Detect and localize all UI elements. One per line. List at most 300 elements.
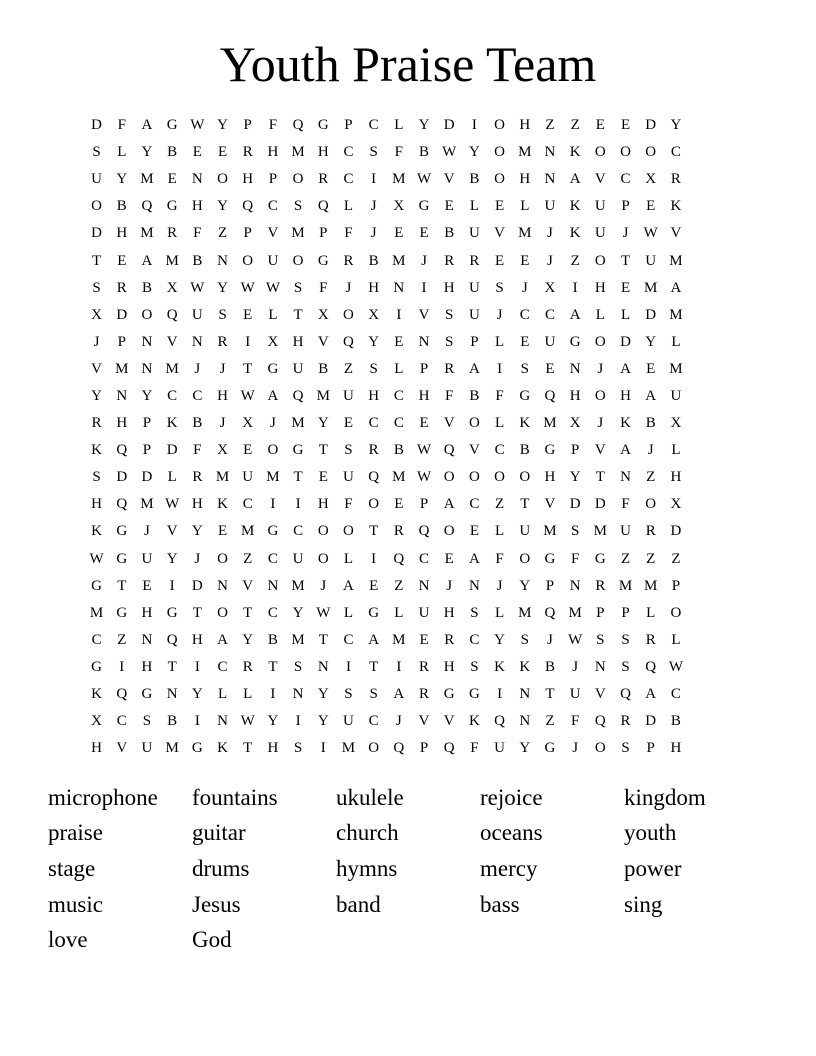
grid-letter: M [392,171,406,188]
word-list-item: stage [48,855,96,881]
grid-letter: H [191,631,203,648]
grid-letter: H [519,117,531,134]
grid-letter: K [91,686,103,703]
grid-letter: Q [242,198,254,215]
word-list-item: microphone [48,784,158,810]
word-list [48,780,768,958]
grid-letter: O [468,415,480,432]
grid-letter: J [93,333,100,350]
grid-letter: G [292,442,304,459]
grid-letter: W [416,171,432,188]
grid-letter: Z [495,496,505,513]
grid-letter: T [318,442,328,459]
grid-letter: A [217,631,228,648]
grid-letter: T [369,658,379,675]
grid-letter: X [569,415,581,432]
grid-letter: Y [191,686,203,703]
grid-letter: Y [368,333,380,350]
grid-letter: U [494,740,506,757]
grid-letter: B [519,442,530,459]
grid-letter: S [293,279,303,296]
grid-letter: G [468,686,480,703]
grid-letter: Q [594,713,606,730]
word-list-item: sing [624,891,663,917]
grid-letter: F [394,144,404,161]
grid-letter: V [594,171,606,188]
grid-letter: Q [166,306,178,323]
grid-letter: M [669,360,683,377]
grid-letter: L [495,333,505,350]
letter-grid [84,112,732,762]
grid-letter: C [293,523,304,540]
grid-letter: U [267,252,279,269]
grid-letter: F [495,387,504,404]
grid-letter: G [166,198,178,215]
grid-letter: D [116,306,128,323]
grid-letter: U [91,171,103,188]
grid-letter: K [569,198,581,215]
grid-letter: M [392,252,406,269]
grid-letter: E [192,144,202,161]
grid-letter: M [140,225,154,242]
grid-letter: J [622,225,629,242]
grid-letter: R [444,360,455,377]
grid-letter: I [270,496,276,513]
grid-letter: M [518,225,532,242]
grid-letter: I [345,658,351,675]
grid-letter: N [594,658,606,675]
grid-row [84,627,732,654]
grid-letter: M [644,577,658,594]
grid-letter: R [469,252,480,269]
grid-letter: H [191,198,203,215]
grid-row [84,546,732,573]
grid-letter: C [343,631,354,648]
grid-row [84,329,732,356]
grid-letter: M [291,144,305,161]
grid-letter: B [167,713,178,730]
grid-letter: O [494,144,506,161]
grid-letter: Y [91,387,103,404]
grid-letter: O [317,550,329,567]
grid-letter: E [243,442,253,459]
grid-letter: M [518,144,532,161]
grid-letter: R [242,658,253,675]
grid-letter: F [621,496,630,513]
grid-letter: V [594,442,606,459]
grid-letter: Z [671,550,681,567]
grid-letter: N [544,171,556,188]
grid-letter: I [270,686,276,703]
grid-letter: R [116,279,127,296]
grid-letter: N [141,631,153,648]
grid-letter: V [443,415,455,432]
grid-letter: Q [166,631,178,648]
grid-letter: J [320,577,327,594]
grid-letter: A [645,686,657,703]
grid-letter: W [416,469,432,486]
grid-letter: E [620,279,631,296]
grid-letter: V [670,225,682,242]
grid-letter: T [167,658,177,675]
grid-letter: C [343,144,354,161]
grid-letter: S [369,360,378,377]
grid-letter: M [89,604,104,621]
grid-letter: Y [645,333,657,350]
grid-letter: V [468,442,480,459]
grid-letter: S [596,631,605,648]
grid-letter: B [192,252,203,269]
grid-letter: N [166,686,178,703]
grid-letter: D [670,523,682,540]
grid-letter: O [217,604,228,621]
grid-letter: C [419,550,430,567]
word-row [48,922,768,958]
grid-row [84,302,732,329]
grid-letter: L [469,198,479,215]
grid-letter: S [520,631,529,648]
grid-letter: V [116,740,128,757]
grid-letter: E [142,577,152,594]
grid-letter: C [267,604,278,621]
grid-letter: K [494,658,506,675]
grid-letter: N [418,333,430,350]
grid-letter: D [594,496,606,513]
grid-letter: Y [217,117,228,134]
grid-letter: H [317,144,329,161]
grid-letter: M [518,604,532,621]
grid-letter: E [520,333,530,350]
grid-letter: P [419,496,429,513]
grid-letter: R [217,333,228,350]
grid-letter: J [194,360,201,377]
word-list-item: mercy [480,855,538,881]
grid-letter: J [269,415,276,432]
word-list-item: bass [480,891,520,917]
grid-letter: R [419,658,430,675]
grid-letter: S [344,442,353,459]
grid-letter: B [368,252,379,269]
grid-letter: O [468,469,480,486]
grid-letter: N [217,713,228,730]
grid-letter: E [318,469,328,486]
grid-letter: S [293,740,303,757]
grid-letter: Z [545,713,555,730]
grid-row [84,600,732,627]
grid-letter: B [469,171,480,188]
grid-letter: U [594,225,606,242]
grid-letter: M [241,523,255,540]
grid-letter: X [267,333,279,350]
grid-letter: O [91,198,103,215]
grid-letter: Q [620,686,631,703]
grid-letter: H [116,415,128,432]
grid-letter: C [393,387,404,404]
grid-letter: R [242,144,253,161]
grid-letter: E [469,523,479,540]
grid-letter: N [191,333,203,350]
grid-letter: I [471,117,477,134]
grid-letter: T [243,604,253,621]
grid-letter: X [368,306,380,323]
grid-letter: I [194,713,200,730]
grid-letter: N [519,686,531,703]
grid-letter: E [620,117,631,134]
grid-letter: D [141,469,153,486]
grid-letter: P [646,740,655,757]
grid-letter: M [543,523,557,540]
grid-letter: V [443,713,455,730]
grid-letter: C [91,631,102,648]
grid-letter: L [595,306,605,323]
grid-letter: Y [292,604,304,621]
grid-letter: V [494,225,506,242]
grid-letter: G [519,387,531,404]
grid-letter: Q [645,658,657,675]
grid-letter: R [645,523,656,540]
grid-letter: I [497,360,503,377]
grid-letter: V [267,225,279,242]
grid-letter: W [265,279,280,296]
grid-letter: C [343,171,354,188]
grid-letter: V [317,333,329,350]
grid-letter: B [670,713,681,730]
grid-letter: Z [243,550,253,567]
grid-letter: U [292,360,304,377]
grid-letter: O [645,496,657,513]
grid-letter: N [292,686,304,703]
grid-letter: G [141,686,153,703]
grid-letter: N [217,252,228,269]
grid-letter: Z [217,225,228,242]
grid-letter: S [92,279,101,296]
grid-letter: Q [494,713,506,730]
grid-letter: Y [141,144,153,161]
grid-letter: L [268,306,278,323]
grid-letter: M [392,631,406,648]
grid-letter: X [91,713,103,730]
grid-letter: C [469,496,480,513]
grid-letter: W [240,713,255,730]
grid-letter: O [494,469,506,486]
grid-letter: N [620,469,631,486]
grid-letter: M [543,415,557,432]
grid-letter: D [191,577,203,594]
grid-letter: H [670,469,682,486]
grid-letter: L [671,631,681,648]
grid-letter: W [240,279,255,296]
grid-letter: C [242,496,253,513]
grid-letter: Z [646,550,656,567]
grid-letter: E [419,415,429,432]
grid-letter: J [345,279,352,296]
grid-letter: C [393,415,404,432]
grid-letter: L [343,604,354,621]
grid-letter: Z [570,117,580,134]
grid-letter: H [267,144,279,161]
grid-letter: H [620,387,631,404]
grid-letter: P [419,740,429,757]
grid-letter: Y [317,415,329,432]
grid-letter: C [116,713,127,730]
grid-letter: M [115,360,129,377]
word-list-item: rejoice [480,784,543,810]
grid-letter: B [318,360,329,377]
grid-letter: U [519,523,531,540]
grid-letter: L [620,306,631,323]
grid-letter: O [519,550,531,567]
grid-letter: K [91,523,103,540]
grid-letter: O [443,469,455,486]
grid-letter: X [544,279,556,296]
grid-letter: G [116,550,128,567]
grid-letter: K [217,496,228,513]
grid-letter: H [443,604,455,621]
grid-letter: I [572,279,578,296]
word-list-item: drums [192,855,250,881]
grid-letter: N [191,171,203,188]
grid-letter: C [670,144,681,161]
grid-letter: K [468,713,480,730]
grid-letter: G [267,523,279,540]
grid-letter: W [165,496,180,513]
grid-letter: P [319,225,328,242]
grid-letter: E [419,631,429,648]
grid-letter: U [645,252,657,269]
grid-letter: E [419,225,429,242]
grid-letter: M [165,360,179,377]
word-list-item: guitar [192,820,246,846]
grid-letter: A [343,577,354,594]
grid-letter: J [597,415,604,432]
word-list-item: God [192,927,232,953]
grid-letter: Q [443,740,455,757]
grid-letter: K [620,415,631,432]
grid-letter: C [267,198,278,215]
grid-letter: I [396,306,402,323]
grid-letter: T [620,252,631,269]
word-list-item: power [624,855,682,881]
grid-letter: O [594,144,606,161]
grid-letter: S [495,279,504,296]
grid-letter: W [568,631,583,648]
grid-letter: E [343,415,354,432]
grid-letter: F [570,713,580,730]
word-list-item: church [336,820,399,846]
grid-letter: X [645,171,657,188]
grid-letter: G [267,360,279,377]
grid-letter: A [645,387,657,404]
word-list-item: music [48,891,103,917]
grid-letter: D [569,496,581,513]
grid-letter: I [194,658,200,675]
grid-letter: Y [569,469,581,486]
grid-letter: F [344,496,353,513]
grid-letter: I [169,577,175,594]
grid-letter: O [594,740,606,757]
grid-letter: T [595,469,605,486]
grid-letter: H [141,604,153,621]
grid-letter: O [343,306,354,323]
grid-letter: O [217,550,228,567]
grid-letter: P [117,333,126,350]
grid-letter: L [495,415,505,432]
grid-letter: M [568,604,582,621]
grid-letter: H [418,387,430,404]
grid-letter: T [268,658,278,675]
grid-letter: E [394,496,404,513]
grid-letter: K [569,225,581,242]
grid-letter: J [395,713,402,730]
word-row [48,816,768,852]
grid-letter: T [293,469,303,486]
word-list-item: youth [624,820,677,846]
grid-letter: B [645,415,656,432]
grid-letter: T [318,631,328,648]
grid-letter: G [166,117,178,134]
grid-letter: L [394,604,404,621]
grid-letter: O [620,144,631,161]
word-list-item: hymns [336,855,398,881]
grid-letter: M [618,577,633,594]
grid-letter: M [291,415,305,432]
grid-letter: G [91,577,103,594]
grid-letter: E [369,577,379,594]
grid-letter: F [344,225,353,242]
grid-letter: S [445,306,454,323]
grid-letter: O [670,604,682,621]
grid-letter: E [217,523,228,540]
grid-letter: I [421,279,427,296]
grid-letter: B [393,442,404,459]
grid-letter: I [320,740,326,757]
grid-letter: I [245,333,251,350]
grid-letter: O [594,252,606,269]
grid-letter: V [594,686,606,703]
grid-letter: O [494,171,506,188]
grid-letter: B [469,387,480,404]
grid-letter: V [443,171,455,188]
grid-row [84,573,732,600]
grid-letter: D [645,117,657,134]
grid-letter: W [316,604,331,621]
grid-letter: M [341,740,356,757]
grid-letter: Q [116,686,128,703]
grid-letter: X [317,306,329,323]
grid-letter: N [418,577,430,594]
grid-letter: E [646,198,656,215]
grid-letter: J [521,279,528,296]
grid-letter: G [544,550,556,567]
grid-row [84,112,732,139]
grid-letter: N [569,360,581,377]
grid-letter: X [393,198,405,215]
grid-letter: E [243,306,253,323]
page-title: Youth Praise Team [219,36,597,92]
grid-letter: T [369,523,379,540]
grid-letter: P [142,442,152,459]
grid-letter: B [141,279,152,296]
word-row [48,851,768,887]
grid-letter: G [317,117,329,134]
grid-letter: A [468,360,480,377]
grid-letter: E [646,360,656,377]
grid-letter: A [443,496,455,513]
grid-letter: A [569,306,581,323]
grid-letter: G [594,550,606,567]
grid-letter: E [167,171,177,188]
grid-letter: G [116,604,128,621]
